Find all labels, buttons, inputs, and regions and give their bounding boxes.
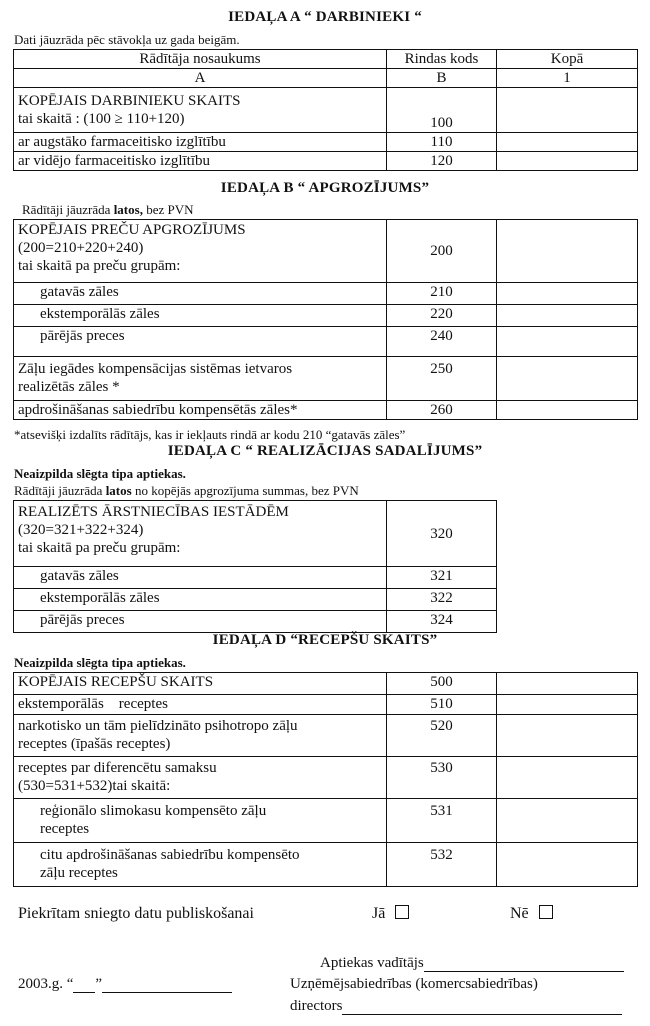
date-prefix: 2003.g. “ <box>18 976 74 992</box>
row-label: gatavās zāles <box>14 567 387 589</box>
table-row <box>14 715 638 757</box>
row-code: 220 <box>387 305 497 327</box>
table-row <box>14 589 497 611</box>
no-checkbox[interactable] <box>539 905 553 919</box>
table-row <box>14 88 638 133</box>
row-code: 320 <box>387 501 497 567</box>
row-label-3: tai skaitā pa preču grupām: <box>18 540 181 556</box>
row-code: 250 <box>387 357 497 401</box>
section-d-table <box>13 672 638 887</box>
section-c-note-2: Rādītāji jāuzrāda latos no kopējās apgrozījuma summas, bez PVN <box>14 483 359 498</box>
value-cell[interactable] <box>497 133 638 152</box>
value-cell[interactable] <box>497 283 638 305</box>
value-cell[interactable] <box>497 799 638 843</box>
row-label-2: (200=210+220+240) <box>18 240 144 256</box>
section-d-title: IEDAĻA D “RECEPŠU SKAITS” <box>212 632 438 648</box>
table-row <box>14 220 638 283</box>
head-signature-line[interactable] <box>424 971 624 972</box>
value-cell[interactable] <box>497 673 638 695</box>
row-label-2: receptes (īpašās receptes) <box>18 736 171 752</box>
table-row <box>14 401 638 420</box>
table-row <box>14 283 638 305</box>
header-row-code: Rindas kods <box>387 50 497 69</box>
yes-checkbox[interactable] <box>395 905 409 919</box>
section-c-table <box>13 500 497 633</box>
director-signature <box>290 998 622 1015</box>
row-code: 110 <box>387 133 497 152</box>
row-label-2: receptes <box>40 821 90 837</box>
row-code: 260 <box>387 401 497 420</box>
section-b-note: Rādītāji jāuzrāda latos, bez PVN <box>22 202 194 217</box>
director-label-1: Uzņēmējsabiedrības (komercsabiedrības) <box>290 976 538 992</box>
date-month-line[interactable] <box>102 992 232 993</box>
value-cell[interactable] <box>497 152 638 171</box>
table-row <box>14 357 638 401</box>
table-row <box>14 327 638 357</box>
table-row <box>14 695 638 715</box>
row-code: 322 <box>387 589 497 611</box>
row-code: 532 <box>387 843 497 887</box>
row-code: 200 <box>387 220 497 283</box>
value-cell[interactable] <box>497 715 638 757</box>
subheader-a: A <box>14 69 387 88</box>
row-code: 120 <box>387 152 497 171</box>
table-row <box>14 152 638 171</box>
subheader-b: B <box>387 69 497 88</box>
row-code: 510 <box>387 695 497 715</box>
row-code: 500 <box>387 673 497 695</box>
consent-no[interactable] <box>510 905 553 923</box>
row-label: reģionālo slimokasu kompensēto zāļu <box>40 803 267 819</box>
date-day-line[interactable] <box>73 992 95 993</box>
value-cell[interactable] <box>497 757 638 799</box>
section-b-table <box>13 219 638 420</box>
row-code: 321 <box>387 567 497 589</box>
date-mid: ” <box>95 976 103 992</box>
value-cell[interactable] <box>497 220 638 283</box>
row-code: 520 <box>387 715 497 757</box>
table-header-row <box>14 50 638 69</box>
row-label-2: (320=321+322+324) <box>18 522 144 538</box>
table-row <box>14 843 638 887</box>
value-cell[interactable] <box>497 843 638 887</box>
consent-no-label: Nē <box>510 905 529 922</box>
header-indicator-name: Rādītāja nosaukums <box>14 50 387 69</box>
value-cell[interactable] <box>497 695 638 715</box>
section-d-note: Neaizpilda slēgta tipa aptiekas. <box>14 655 186 670</box>
row-label: receptes par diferencētu samaksu <box>18 760 217 776</box>
row-label: pārējās preces <box>14 611 387 633</box>
row-label: apdrošināšanas sabiedrību kompensētās zāles* <box>14 401 387 420</box>
table-row <box>14 799 638 843</box>
section-c-title: IEDAĻA C “ REALIZĀCIJAS SADALĪJUMS” <box>167 443 483 459</box>
value-cell[interactable] <box>497 305 638 327</box>
row-label: KOPĒJAIS PREČU APGROZĪJUMS <box>18 222 246 238</box>
row-label: Zāļu iegādes kompensācijas sistēmas ietvaros <box>18 361 293 377</box>
row-code: 240 <box>387 327 497 357</box>
table-row <box>14 611 497 633</box>
table-row <box>14 501 497 567</box>
section-a-note: Dati jāuzrāda pēc stāvokļa uz gada beigām. <box>14 32 240 47</box>
value-cell[interactable] <box>497 357 638 401</box>
consent-yes[interactable] <box>372 905 409 923</box>
section-a-title: IEDAĻA A “ DARBINIEKI “ <box>228 9 422 25</box>
row-label: ekstemporālās zāles <box>14 305 387 327</box>
director-signature-line[interactable] <box>342 1014 622 1015</box>
table-row <box>14 757 638 799</box>
value-cell[interactable] <box>497 401 638 420</box>
row-label: REALIZĒTS ĀRSTNIECĪBAS IESTĀDĒM <box>18 504 289 520</box>
row-label: citu apdrošināšanas sabiedrību kompensēto <box>40 847 300 863</box>
row-label-2: realizētās zāles * <box>18 379 120 395</box>
row-label: ekstemporālās receptes <box>14 695 387 715</box>
head-label: Aptiekas vadītājs <box>320 955 424 971</box>
row-label-2: tai skaitā : (100 ≥ 110+120) <box>18 111 185 127</box>
date-field <box>18 976 232 993</box>
section-b-title: IEDAĻA B “ APGROZĪJUMS” <box>220 180 430 196</box>
table-row <box>14 305 638 327</box>
section-b-footnote: *atsevišķi izdalīts rādītājs, kas ir iekļauts rindā ar kodu 210 “gatavās zāles” <box>14 427 406 442</box>
consent-label: Piekrītam sniegto datu publiskošanai <box>18 905 254 922</box>
row-label: gatavās zāles <box>14 283 387 305</box>
row-label-2: zāļu receptes <box>40 865 118 881</box>
head-signature <box>320 955 624 972</box>
row-label-2: (530=531+532)tai skaitā: <box>18 778 171 794</box>
row-label: narkotisko un tām pielīdzināto psihotropo zāļu <box>18 718 298 734</box>
section-c-note-1: Neaizpilda slēgta tipa aptiekas. <box>14 466 186 481</box>
row-label: ar augstāko farmaceitisko izglītību <box>14 133 387 152</box>
subheader-1: 1 <box>497 69 638 88</box>
row-code: 530 <box>387 757 497 799</box>
table-row <box>14 567 497 589</box>
table-row <box>14 673 638 695</box>
row-label: ar vidējo farmaceitisko izglītību <box>14 152 387 171</box>
table-row <box>14 133 638 152</box>
header-total: Kopā <box>497 50 638 69</box>
table-subheader-row <box>14 69 638 88</box>
director-label-2: directors <box>290 998 343 1014</box>
value-cell[interactable] <box>497 327 638 357</box>
row-code: 210 <box>387 283 497 305</box>
row-label: ekstemporālās zāles <box>14 589 387 611</box>
value-cell[interactable] <box>497 88 638 133</box>
row-label-3: tai skaitā pa preču grupām: <box>18 258 181 274</box>
row-label: KOPĒJAIS RECEPŠU SKAITS <box>14 673 387 695</box>
section-a-table <box>13 49 638 171</box>
row-code: 324 <box>387 611 497 633</box>
row-code: 100 <box>387 88 497 133</box>
consent-yes-label: Jā <box>372 905 386 922</box>
row-code: 531 <box>387 799 497 843</box>
row-label: KOPĒJAIS DARBINIEKU SKAITS <box>18 93 241 109</box>
row-label: pārējās preces <box>14 327 387 357</box>
